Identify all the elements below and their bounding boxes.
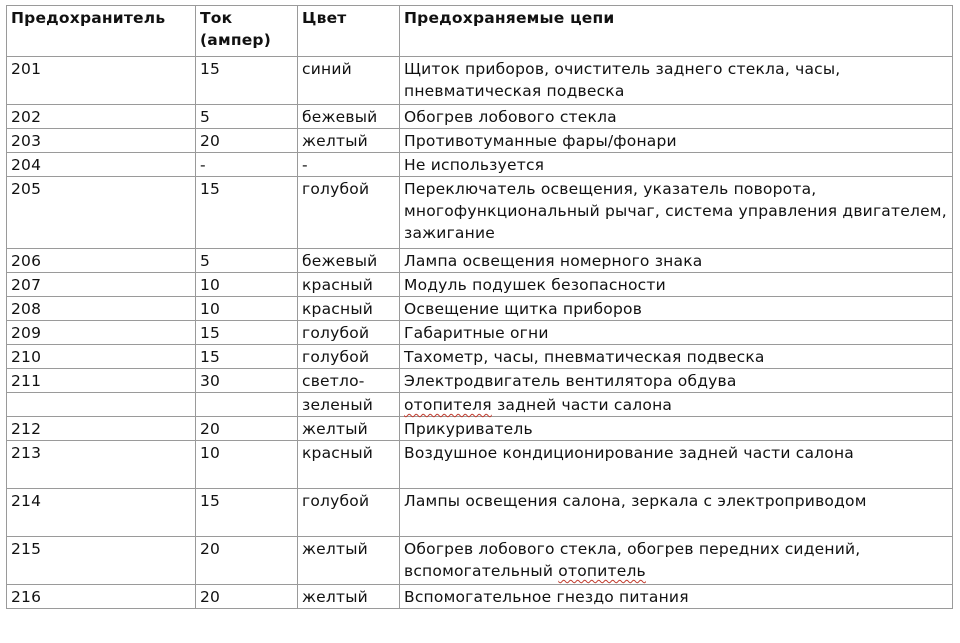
table-row (7, 585, 953, 609)
cell-current: 15 (196, 321, 298, 345)
table-row (7, 129, 953, 153)
cell-color: желтый (298, 537, 400, 585)
cell-fuse (7, 393, 196, 417)
cell-circuits: Электродвигатель вентилятора обдува (400, 369, 953, 393)
cell-current: - (196, 153, 298, 177)
table-row (7, 249, 953, 273)
cell-color: голубой (298, 345, 400, 369)
table-row (7, 153, 953, 177)
cell-fuse: 211 (7, 369, 196, 393)
cell-circuits: Габаритные огни (400, 321, 953, 345)
cell-fuse: 203 (7, 129, 196, 153)
cell-color: светло- (298, 369, 400, 393)
table-row (7, 57, 953, 105)
spellcheck-word: отопитель (558, 562, 646, 580)
cell-current: 15 (196, 177, 298, 249)
cell-circuits: Обогрев лобового стекла (400, 105, 953, 129)
cell-color: красный (298, 297, 400, 321)
header-fuse: Предохранитель (7, 6, 196, 57)
header-current-line1: Ток (200, 9, 233, 27)
cell-color: красный (298, 273, 400, 297)
cell-current: 20 (196, 129, 298, 153)
header-current (196, 6, 298, 57)
cell-fuse: 214 (7, 489, 196, 537)
cell-fuse: 213 (7, 441, 196, 489)
cell-circuits: Не используется (400, 153, 953, 177)
spellcheck-word: отопителя (404, 396, 492, 414)
cell-current: 15 (196, 345, 298, 369)
cell-color: зеленый (298, 393, 400, 417)
table-row (7, 369, 953, 393)
cell-current: 20 (196, 585, 298, 609)
cell-current: 20 (196, 417, 298, 441)
cell-circuits: Освещение щитка приборов (400, 297, 953, 321)
cell-current: 20 (196, 537, 298, 585)
header-current-line2: (ампер) (200, 31, 272, 49)
cell-color: голубой (298, 321, 400, 345)
cell-circuits: Переключатель освещения, указатель поворота, многофункциональный рычаг, система управления двигателем, зажигание (400, 177, 953, 249)
cell-circuits: Щиток приборов, очиститель заднего стекла, часы, пневматическая подвеска (400, 57, 953, 105)
cell-current (196, 393, 298, 417)
cell-color: голубой (298, 489, 400, 537)
cell-fuse: 212 (7, 417, 196, 441)
table-row (7, 393, 953, 417)
cell-current: 5 (196, 105, 298, 129)
cell-current: 30 (196, 369, 298, 393)
cell-color: бежевый (298, 249, 400, 273)
cell-fuse: 207 (7, 273, 196, 297)
cell-circuits: Лампы освещения салона, зеркала с электроприводом (400, 489, 953, 537)
table-row (7, 273, 953, 297)
cell-fuse: 201 (7, 57, 196, 105)
cell-color: голубой (298, 177, 400, 249)
cell-circuits: Воздушное кондиционирование задней части салона (400, 441, 953, 489)
cell-fuse: 210 (7, 345, 196, 369)
cell-circuits: Модуль подушек безопасности (400, 273, 953, 297)
header-circuits: Предохраняемые цепи (400, 6, 953, 57)
cell-circuits: Лампа освещения номерного знака (400, 249, 953, 273)
cell-color: - (298, 153, 400, 177)
fuse-table (6, 5, 953, 609)
table-row (7, 321, 953, 345)
cell-color: желтый (298, 585, 400, 609)
table-row (7, 489, 953, 537)
cell-color: желтый (298, 417, 400, 441)
table-row (7, 441, 953, 489)
cell-fuse: 204 (7, 153, 196, 177)
table-row (7, 177, 953, 249)
cell-current: 10 (196, 273, 298, 297)
cell-current: 15 (196, 57, 298, 105)
header-color: Цвет (298, 6, 400, 57)
cell-fuse: 202 (7, 105, 196, 129)
cell-fuse: 215 (7, 537, 196, 585)
cell-color: бежевый (298, 105, 400, 129)
cell-fuse: 216 (7, 585, 196, 609)
cell-color: синий (298, 57, 400, 105)
cell-circuits: Тахометр, часы, пневматическая подвеска (400, 345, 953, 369)
cell-current: 10 (196, 297, 298, 321)
cell-current: 10 (196, 441, 298, 489)
cell-color: желтый (298, 129, 400, 153)
table-row (7, 537, 953, 585)
cell-circuits: Прикуриватель (400, 417, 953, 441)
cell-color: красный (298, 441, 400, 489)
cell-fuse: 206 (7, 249, 196, 273)
table-header-row (7, 6, 953, 57)
cell-circuits: Противотуманные фары/фонари (400, 129, 953, 153)
cell-current: 5 (196, 249, 298, 273)
cell-circuits-rest: задней части салона (491, 396, 673, 414)
table-row (7, 417, 953, 441)
cell-circuits: Вспомогательное гнездо питания (400, 585, 953, 609)
table-row (7, 105, 953, 129)
cell-current: 15 (196, 489, 298, 537)
cell-fuse: 209 (7, 321, 196, 345)
table-row (7, 345, 953, 369)
cell-circuits-text: Обогрев лобового стекла, обогрев передних сидений, вспомогательный (404, 540, 861, 580)
cell-circuits (400, 537, 953, 585)
cell-fuse: 208 (7, 297, 196, 321)
table-row (7, 297, 953, 321)
cell-fuse: 205 (7, 177, 196, 249)
cell-circuits (400, 393, 953, 417)
